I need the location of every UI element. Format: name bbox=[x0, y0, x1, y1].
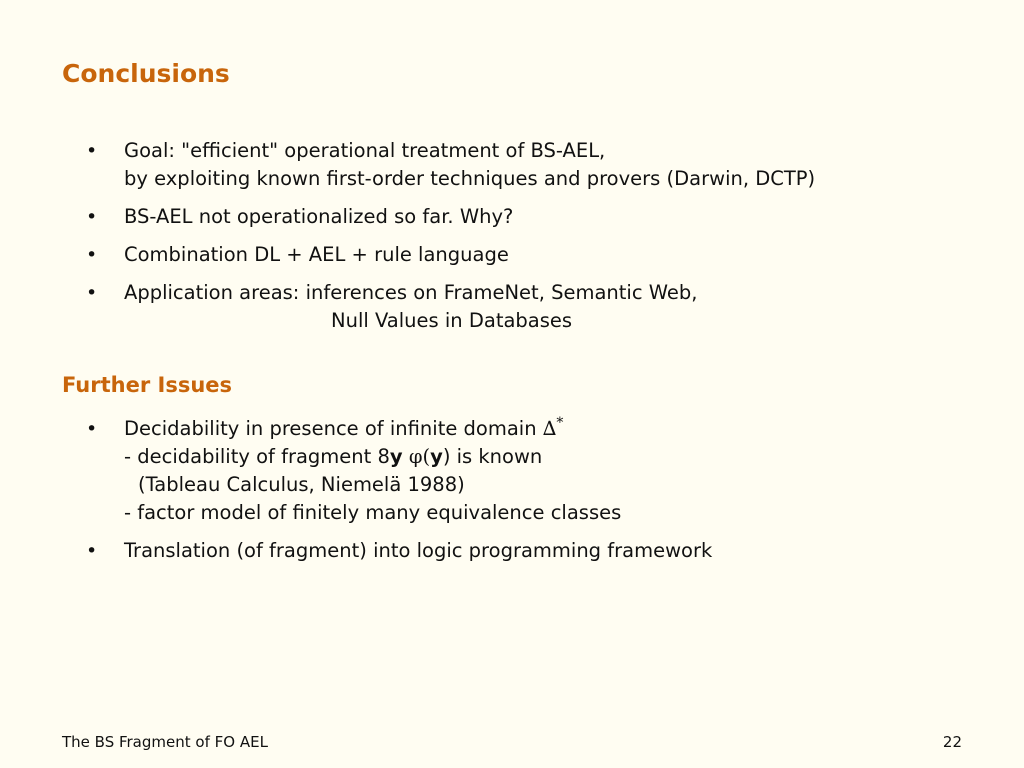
footer-title: The BS Fragment of FO AEL bbox=[62, 733, 268, 751]
bullet-text: Goal: "efficient" operational treatment of BS-AEL, bbox=[124, 139, 606, 162]
bullet-icon: • bbox=[86, 140, 98, 162]
bullet-text: Combination DL + AEL + rule language bbox=[124, 243, 509, 266]
list-item bbox=[0, 279, 815, 335]
bullet-text-continuation: by exploiting known first-order techniques and provers (Darwin, DCTP) bbox=[124, 167, 816, 190]
section-heading: Further Issues bbox=[62, 373, 233, 397]
list-item bbox=[0, 137, 815, 193]
list-item bbox=[0, 203, 815, 231]
list-item bbox=[0, 241, 815, 269]
bullet-icon: • bbox=[86, 206, 98, 228]
bullet-text: Application areas: inferences on FrameNet, Semantic Web, bbox=[124, 281, 698, 304]
conclusions-list bbox=[0, 137, 815, 335]
bullet-icon: • bbox=[86, 244, 98, 266]
bullet-icon: • bbox=[86, 418, 98, 440]
list-item bbox=[0, 415, 712, 527]
star-superscript: * bbox=[556, 415, 564, 431]
bullet-icon: • bbox=[86, 282, 98, 304]
sub-item: - factor model of finitely many equivalence classes bbox=[124, 501, 622, 524]
list-item bbox=[0, 537, 712, 565]
further-issues-list bbox=[0, 415, 712, 565]
bullet-text: Translation (of fragment) into logic programming framework bbox=[124, 539, 713, 562]
sub-item: - decidability of fragment 8y φ(y) is known bbox=[124, 445, 543, 468]
bullet-text: Decidability in presence of infinite domain bbox=[124, 417, 543, 440]
bullet-icon: • bbox=[86, 540, 98, 562]
slide-title: Conclusions bbox=[62, 59, 230, 88]
delta-symbol: ∆ bbox=[542, 417, 557, 440]
page-number: 22 bbox=[942, 733, 962, 751]
bullet-text: BS-AEL not operationalized so far. Why? bbox=[124, 205, 514, 228]
sub-item-continuation: (Tableau Calculus, Niemelä 1988) bbox=[138, 473, 465, 496]
bullet-text-continuation: Null Values in Databases bbox=[331, 309, 573, 332]
